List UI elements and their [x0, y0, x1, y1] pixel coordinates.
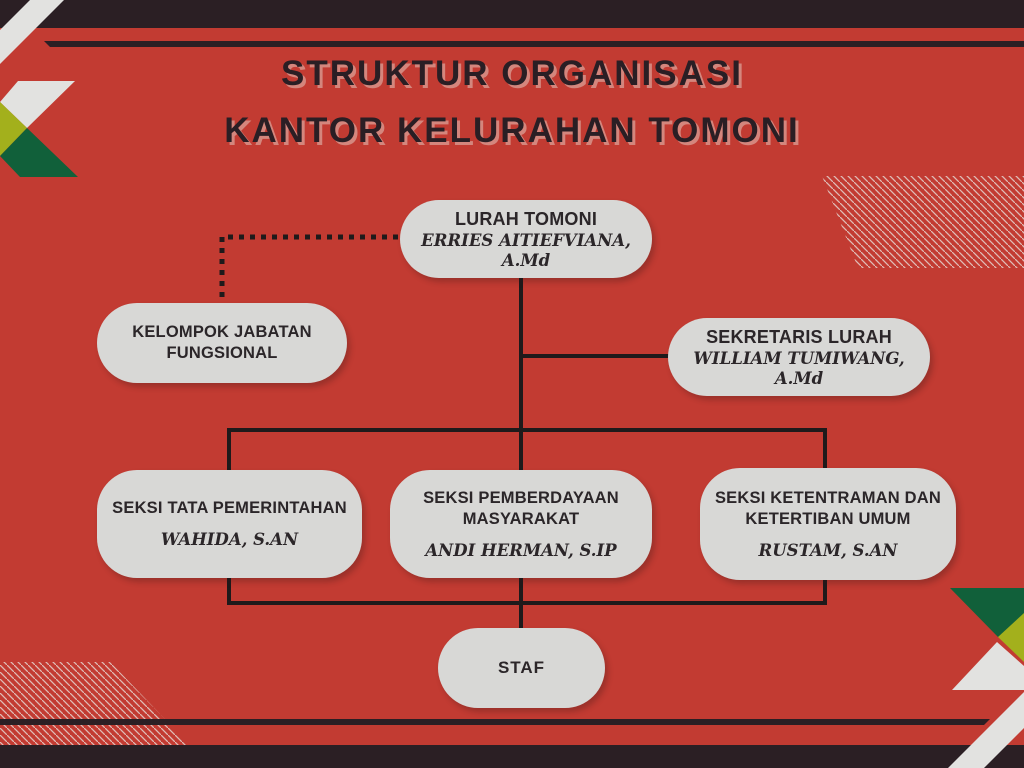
node-title: KELOMPOK JABATAN FUNGSIONAL — [132, 322, 312, 362]
top-dark-band — [0, 0, 1024, 28]
node-title: SEKSI TATA PEMERINTAHAN — [112, 499, 347, 518]
upper-distribution-bar — [229, 430, 825, 472]
dotted-connector-kelompok — [222, 237, 398, 300]
node-person-name: WAHIDA, S.AN — [160, 529, 299, 549]
bottomright-arrow-icon — [950, 588, 1024, 690]
node-person-name: RUSTAM, S.AN — [758, 540, 898, 560]
node-staf — [438, 628, 605, 708]
bottomright-diagonal-stripe — [948, 692, 1024, 768]
node-kelompok-jabatan-fungsional — [97, 303, 347, 383]
node-title: SEKRETARIS LURAH — [706, 326, 892, 347]
bottom-dark-band — [0, 745, 1024, 768]
node-person-name: ERRIES AITIEFVIANA, A.Md — [421, 230, 631, 270]
node-seksi-tata-pemerintahan — [97, 470, 362, 578]
node-title: SEKSI KETENTRAMAN DAN KETERTIBAN UMUM — [714, 488, 942, 529]
node-seksi-ketentraman-ketertiban — [700, 468, 956, 580]
topleft-diagonal-stripe — [0, 0, 64, 64]
node-title: LURAH TOMONI — [454, 208, 598, 229]
node-sekretaris-lurah — [668, 318, 930, 396]
top-thin-rule — [44, 41, 1024, 47]
topright-hatch-decoration — [822, 176, 1024, 268]
node-seksi-pemberdayaan-masyarakat — [390, 470, 652, 578]
bottomleft-hatch-decoration — [0, 662, 190, 745]
node-person-name: WILLIAM TUMIWANG, A.Md — [693, 348, 905, 388]
page-title — [0, 56, 1024, 170]
node-person-name: ANDI HERMAN, S.IP — [425, 540, 617, 560]
node-title: STAF — [497, 657, 546, 677]
lower-distribution-bar — [229, 576, 825, 603]
title-line-2: KANTOR KELURAHAN TOMONI — [224, 111, 800, 150]
bottom-thin-rule — [0, 719, 990, 725]
title-line-1: STRUKTUR ORGANISASI — [281, 54, 743, 93]
node-title: SEKSI PEMBERDAYAAN MASYARAKAT — [423, 488, 619, 529]
node-lurah-tomoni — [400, 200, 652, 278]
